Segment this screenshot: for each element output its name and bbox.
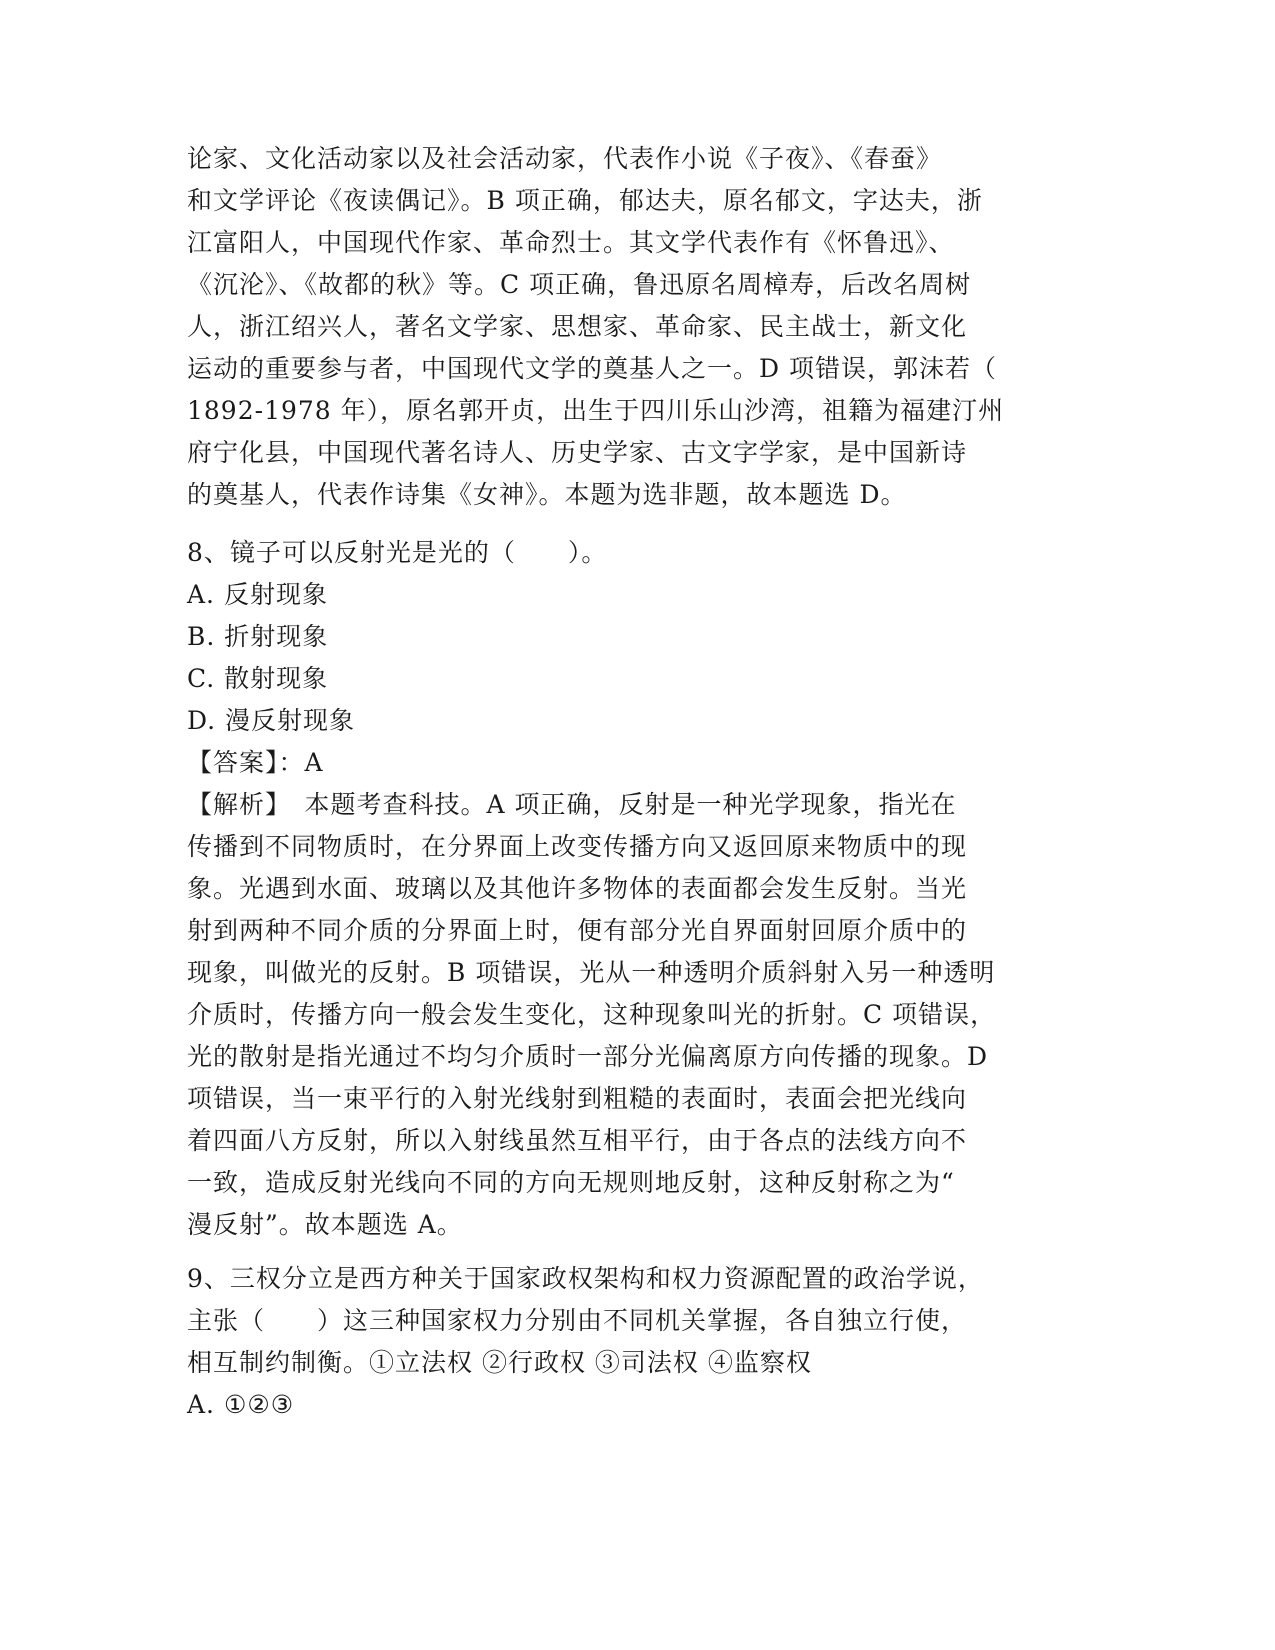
question-9-text: 相互制约制衡。①立法权 ②行政权 ③司法权 ④监察权 <box>187 1348 812 1377</box>
explanation-line: 府宁化县，中国现代著名诗人、历史学家、古文字学家，是中国新诗 <box>187 438 968 467</box>
q8-analysis-line: 介质时，传播方向一般会发生变化，这种现象叫光的折射。C 项错误， <box>187 1000 997 1029</box>
q9-option-a: A. ①②③ <box>187 1390 295 1419</box>
q8-analysis-line: 象。光遇到水面、玻璃以及其他许多物体的表面都会发生反射。当光 <box>187 874 968 903</box>
explanation-line: 的奠基人，代表作诗集《女神》。本题为选非题，故本题选 D。 <box>187 480 907 509</box>
q8-option-c: C. 散射现象 <box>187 664 329 693</box>
explanation-line: 人，浙江绍兴人，著名文学家、思想家、革命家、民主战士，新文化 <box>187 312 968 341</box>
q8-analysis-line: 【解析】 本题考查科技。A 项正确，反射是一种光学现象，指光在 <box>187 790 957 819</box>
q8-analysis-line: 一致，造成反射光线向不同的方向无规则地反射，这种反射称之为“ <box>187 1168 955 1197</box>
q8-analysis-line: 射到两种不同介质的分界面上时，便有部分光自界面射回原介质中的 <box>187 916 968 945</box>
explanation-line: 江富阳人，中国现代作家、革命烈士。其文学代表作有《怀鲁迅》、 <box>187 228 955 257</box>
explanation-line: 《沉沦》、《故都的秋》等。C 项正确，鲁迅原名周樟寿，后改名周树 <box>187 270 972 299</box>
q8-analysis-line: 现象，叫做光的反射。B 项错误，光从一种透明介质斜射入另一种透明 <box>187 958 996 987</box>
q8-analysis-line: 漫反射”。故本题选 A。 <box>187 1210 463 1239</box>
question-9-text: 主张（ ）这三种国家权力分别由不同机关掌握，各自独立行使， <box>187 1306 968 1335</box>
explanation-line: 和文学评论《夜读偶记》。B 项正确，郁达夫，原名郁文，字达夫，浙 <box>187 186 983 215</box>
q8-option-a: A. 反射现象 <box>187 580 328 609</box>
question-9-text: 9、三权分立是西方种关于国家政权架构和权力资源配置的政治学说， <box>187 1264 984 1293</box>
q8-option-d: D. 漫反射现象 <box>187 706 356 735</box>
q8-analysis-line: 项错误，当一束平行的入射光线射到粗糙的表面时，表面会把光线向 <box>187 1084 968 1113</box>
q8-answer: 【答案】：A <box>187 748 324 777</box>
explanation-line: 论家、文化活动家以及社会活动家，代表作小说《子夜》、《春蚕》 <box>187 144 943 173</box>
q8-analysis-line: 传播到不同物质时，在分界面上改变传播方向又返回原来物质中的现 <box>187 832 968 861</box>
q8-analysis-line: 光的散射是指光通过不均匀介质时一部分光偏离原方向传播的现象。D <box>187 1042 989 1071</box>
question-9 <box>187 1258 1067 1426</box>
explanation-line: 运动的重要参与者，中国现代文学的奠基人之一。D 项错误，郭沫若（ <box>187 354 997 383</box>
question-8 <box>187 532 1067 1246</box>
question-8-text: 8、镜子可以反射光是光的（ ）。 <box>187 538 608 567</box>
q8-option-b: B. 折射现象 <box>187 622 329 651</box>
prev-explanation <box>187 138 1067 516</box>
q8-analysis-line: 着四面八方反射，所以入射线虽然互相平行，由于各点的法线方向不 <box>187 1126 968 1155</box>
explanation-line: 1892-1978 年），原名郭开贞，出生于四川乐山沙湾，祖籍为福建汀州 <box>187 396 1005 425</box>
